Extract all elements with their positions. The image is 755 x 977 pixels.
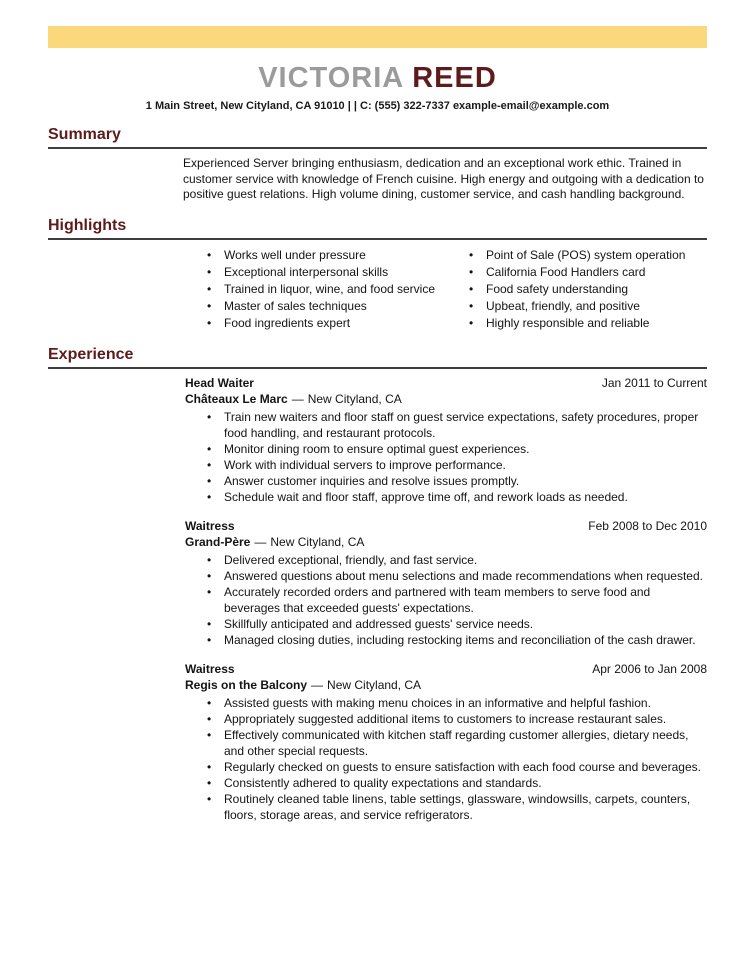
highlight-item: • Highly responsible and reliable xyxy=(467,315,685,332)
job-title: Head Waiter xyxy=(185,375,254,390)
job-location: New Cityland, CA xyxy=(307,391,402,406)
job-bullet: • Routinely cleaned table linens, table settings, glassware, windowsills, carpets, counters, floors, storage areas, and service refrigerators. xyxy=(205,791,707,823)
contact-line: 1 Main Street, New Cityland, CA 91010 | | C: (555) 322-7337 example-email@example.com xyxy=(145,100,610,112)
job-location: New Cityland, CA xyxy=(270,534,365,549)
highlight-item: • California Food Handlers card xyxy=(467,264,685,281)
highlight-item: • Exceptional interpersonal skills xyxy=(205,264,467,281)
job-bullet-list xyxy=(205,695,707,823)
job-company-line xyxy=(185,391,707,407)
job-bullet-list xyxy=(205,552,707,648)
job-company-line xyxy=(185,677,707,693)
highlight-item: • Food ingredients expert xyxy=(205,315,467,332)
highlight-item: • Upbeat, friendly, and positive xyxy=(467,298,685,315)
job-bullet: • Answer customer inquiries and resolve issues promptly. xyxy=(205,473,707,489)
highlights-columns xyxy=(205,247,707,332)
highlight-item: • Food safety understanding xyxy=(467,281,685,298)
job-bullet: • Appropriately suggested additional items to customers to increase restaurant sales. xyxy=(205,711,707,727)
job-dates: Feb 2008 to Dec 2010 xyxy=(588,518,707,533)
company-location-dash: — xyxy=(311,677,324,692)
summary-text: Experienced Server bringing enthusiasm, dedication and an exceptional work ethic. Trained in customer service with knowledge of French cuisine. High energy and outgoing with a dedication to positive guest relations. High volume dining, customer service, and cash handling background. xyxy=(183,156,704,201)
company-location-dash: — xyxy=(291,391,304,406)
job-entry xyxy=(185,661,707,823)
job-bullet: • Delivered exceptional, friendly, and fast service. xyxy=(205,552,707,568)
job-bullet: • Assisted guests with making menu choices in an informative and helpful fashion. xyxy=(205,695,707,711)
highlight-item: • Master of sales techniques xyxy=(205,298,467,315)
highlights-left-column xyxy=(205,247,467,332)
job-title: Waitress xyxy=(185,661,235,676)
job-title: Waitress xyxy=(185,518,235,533)
job-bullet: • Answered questions about menu selections and made recommendations when requested. xyxy=(205,568,707,584)
job-header xyxy=(185,375,707,391)
job-bullet: • Schedule wait and floor staff, approve time off, and rework loads as needed. xyxy=(205,489,707,505)
company-location-dash: — xyxy=(254,534,267,549)
job-bullet: • Accurately recorded orders and partnered with team members to serve food and beverages that exceeded guests' expectations. xyxy=(205,584,707,616)
job-entry xyxy=(185,375,707,505)
header-banner xyxy=(48,26,707,48)
job-company-line xyxy=(185,534,707,550)
company-name: Regis on the Balcony xyxy=(185,677,308,692)
experience-jobs xyxy=(185,375,707,823)
job-dates: Apr 2006 to Jan 2008 xyxy=(592,661,707,676)
candidate-first-name: VICTORIA xyxy=(258,62,404,94)
candidate-last-name: REED xyxy=(412,62,497,94)
job-bullet: • Monitor dining room to ensure optimal guest experiences. xyxy=(205,441,707,457)
job-bullet: • Regularly checked on guests to ensure satisfaction with each food course and beverages. xyxy=(205,759,707,775)
candidate-name xyxy=(48,63,707,93)
job-header xyxy=(185,518,707,534)
company-name: Châteaux Le Marc xyxy=(185,391,288,406)
highlight-item: • Point of Sale (POS) system operation xyxy=(467,247,685,264)
job-entry xyxy=(185,518,707,648)
highlight-item: • Works well under pressure xyxy=(205,247,467,264)
job-bullet-list xyxy=(205,409,707,505)
section-title-experience: Experience xyxy=(48,345,707,369)
job-bullet: • Train new waiters and floor staff on guest service expectations, safety procedures, proper food handling, and restaurant protocols. xyxy=(205,409,707,441)
job-bullet: • Work with individual servers to improve performance. xyxy=(205,457,707,473)
job-header xyxy=(185,661,707,677)
job-bullet: • Consistently adhered to quality expectations and standards. xyxy=(205,775,707,791)
section-title-summary: Summary xyxy=(48,125,707,149)
highlight-item: • Trained in liquor, wine, and food service xyxy=(205,281,467,298)
section-title-highlights: Highlights xyxy=(48,216,707,240)
job-bullet: • Managed closing duties, including restocking items and reconciliation of the cash drawer. xyxy=(205,632,707,648)
job-bullet: • Effectively communicated with kitchen staff regarding customer allergies, dietary needs, and other special requests. xyxy=(205,727,707,759)
job-location: New Cityland, CA xyxy=(327,677,422,692)
company-name: Grand-Père xyxy=(185,534,251,549)
highlights-right-column xyxy=(467,247,685,332)
job-dates: Jan 2011 to Current xyxy=(601,375,707,390)
job-bullet: • Skillfully anticipated and addressed guests' service needs. xyxy=(205,616,707,632)
